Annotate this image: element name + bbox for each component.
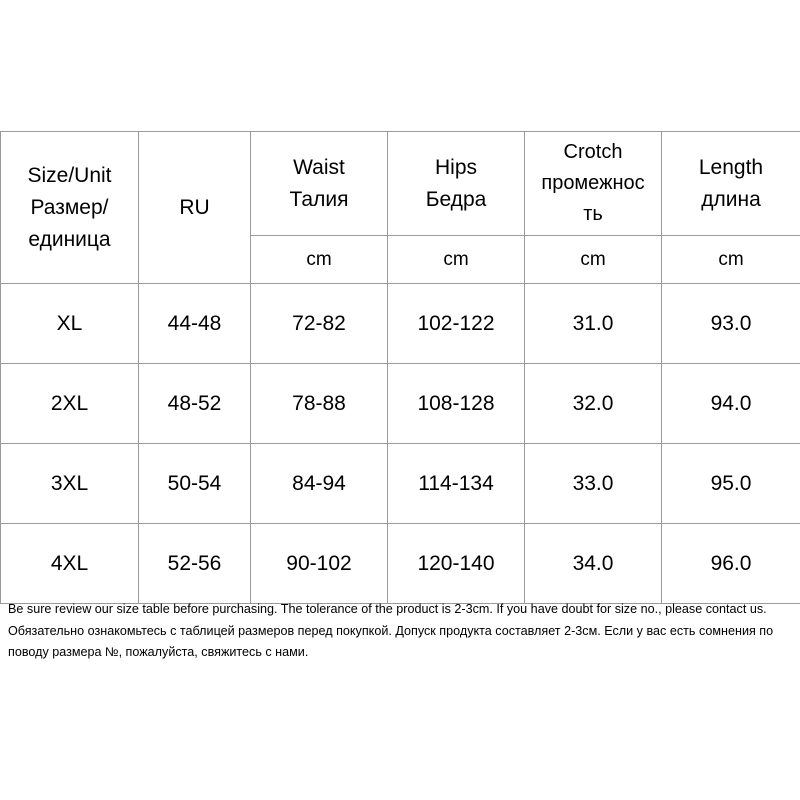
- header-length-line: длина: [701, 187, 761, 211]
- header-waist-line: Талия: [289, 187, 349, 211]
- cell-crotch: 31.0: [525, 284, 662, 364]
- cell-hips: 102-122: [388, 284, 525, 364]
- cell-hips: 114-134: [388, 444, 525, 524]
- header-crotch-line: Crotch: [563, 141, 623, 163]
- table-row: [1, 524, 800, 604]
- unit-length: cm: [662, 236, 800, 284]
- cell-hips: 120-140: [388, 524, 525, 604]
- table-row: [1, 364, 800, 444]
- header-hips: [388, 132, 525, 236]
- unit-crotch: cm: [525, 236, 662, 284]
- cell-waist: 78-88: [251, 364, 388, 444]
- header-hips-line: Hips: [434, 155, 477, 179]
- cell-length: 93.0: [662, 284, 800, 364]
- cell-crotch: 32.0: [525, 364, 662, 444]
- header-length: [662, 132, 800, 236]
- header-row: [1, 132, 800, 236]
- cell-size: 3XL: [1, 444, 139, 524]
- header-size-unit-line: Size/Unit: [27, 163, 112, 187]
- header-size-unit: [1, 132, 139, 284]
- cell-ru: 48-52: [139, 364, 251, 444]
- cell-size: 4XL: [1, 524, 139, 604]
- cell-crotch: 33.0: [525, 444, 662, 524]
- note-english: Be sure review our size table before purchasing. The tolerance of the product is 2-3cm. If you have doubt for size no., please contact us.: [8, 602, 767, 616]
- cell-waist: 72-82: [251, 284, 388, 364]
- cell-hips: 108-128: [388, 364, 525, 444]
- header-size-unit-line: Размер/: [30, 195, 109, 219]
- cell-length: 95.0: [662, 444, 800, 524]
- cell-size: XL: [1, 284, 139, 364]
- cell-crotch: 34.0: [525, 524, 662, 604]
- cell-waist: 90-102: [251, 524, 388, 604]
- unit-waist: cm: [251, 236, 388, 284]
- header-waist: [251, 132, 388, 236]
- cell-size: 2XL: [1, 364, 139, 444]
- table-row: [1, 444, 800, 524]
- header-crotch: [525, 132, 662, 236]
- size-table: [0, 131, 800, 604]
- header-ru: [139, 132, 251, 284]
- note-russian: Обязательно ознакомьтесь с таблицей размеров перед покупкой. Допуск продукта составляет 2-3см. Если у вас есть сомнения по поводу размера №, пожалуйста, свяжитесь с нами.: [8, 623, 774, 659]
- header-length-line: Length: [698, 155, 764, 179]
- header-waist-line: Waist: [293, 155, 345, 179]
- header-size-unit-line: единица: [28, 227, 111, 251]
- cell-length: 94.0: [662, 364, 800, 444]
- unit-hips: cm: [388, 236, 525, 284]
- size-notes: [8, 599, 798, 664]
- header-crotch-line: промежнос: [541, 172, 645, 194]
- cell-waist: 84-94: [251, 444, 388, 524]
- header-crotch-line: ть: [583, 203, 603, 225]
- cell-ru: 52-56: [139, 524, 251, 604]
- cell-ru: 44-48: [139, 284, 251, 364]
- header-hips-line: Бедра: [425, 187, 487, 211]
- table-row: [1, 284, 800, 364]
- cell-length: 96.0: [662, 524, 800, 604]
- header-ru-label: RU: [179, 195, 210, 219]
- cell-ru: 50-54: [139, 444, 251, 524]
